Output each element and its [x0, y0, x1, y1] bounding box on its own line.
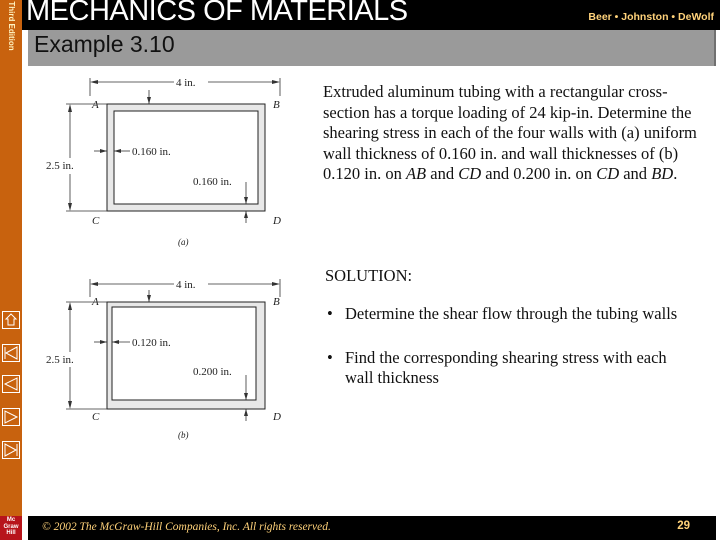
corner-label-b: B — [273, 99, 280, 111]
arrowhead — [100, 340, 107, 344]
thickness-2-label: 0.200 in. — [193, 366, 232, 378]
corner-label-d: D — [273, 411, 281, 423]
arrowhead — [90, 282, 98, 286]
tube-inner-wall — [112, 307, 256, 400]
figure-b-caption: (b) — [178, 430, 189, 440]
footer-bar — [28, 516, 716, 540]
corner-label-a: A — [92, 296, 99, 308]
figure-a — [30, 78, 320, 250]
list-item — [325, 304, 685, 325]
arrowhead — [244, 211, 248, 218]
wall-cd-label: CD — [458, 164, 482, 183]
arrowhead — [244, 409, 248, 416]
logo-line-1: Mc — [6, 517, 16, 523]
bullet-text: Determine the shear flow through the tubing walls — [345, 304, 678, 323]
problem-statement — [323, 82, 713, 185]
previous-page-icon[interactable] — [2, 375, 20, 393]
problem-text-2: and 0.200 in. on — [481, 164, 597, 183]
arrowhead — [68, 302, 72, 310]
arrowhead — [147, 295, 151, 302]
arrowhead — [147, 97, 151, 104]
arrowhead — [68, 104, 72, 112]
subtitle-bar — [28, 30, 716, 66]
thickness-2-label: 0.160 in. — [193, 176, 232, 188]
figure-b — [30, 275, 320, 447]
bullet-text: Find the corresponding shearing stress with each wall thickness — [345, 347, 667, 387]
solution-heading: SOLUTION: — [325, 266, 413, 285]
width-dim-label: 4 in. — [176, 279, 196, 291]
list-item — [325, 348, 685, 389]
problem-end: . — [673, 164, 678, 183]
home-icon[interactable] — [2, 311, 20, 329]
arrowhead — [68, 401, 72, 409]
wall-bd-label: BD — [651, 164, 674, 183]
edition-label-container — [0, 0, 22, 60]
height-dim-label: 2.5 in. — [46, 354, 74, 366]
authors: Beer • Johnston • DeWolf — [588, 11, 714, 23]
solution-bullets — [325, 304, 685, 412]
figure-a-caption: (a) — [178, 237, 189, 247]
logo-line-3: Hill — [6, 530, 16, 536]
arrowhead — [272, 80, 280, 84]
page-number: 29 — [677, 520, 690, 532]
mcgraw-hill-logo — [0, 516, 22, 540]
wall-cd-label: CD — [596, 164, 620, 183]
header-bar — [22, 0, 720, 30]
left-sidebar — [0, 0, 22, 540]
problem-and-2: and — [619, 164, 652, 183]
wall-ab-label: AB — [405, 164, 427, 183]
bullet-icon: • — [327, 347, 333, 367]
copyright-notice: © 2002 The McGraw-Hill Companies, Inc. All rights reserved. — [42, 521, 331, 533]
corner-label-d: D — [273, 215, 281, 227]
thickness-1-label: 0.120 in. — [132, 337, 171, 349]
width-dim-label: 4 in. — [176, 78, 196, 89]
next-page-icon[interactable] — [2, 408, 20, 426]
slide-subtitle: Example 3.10 — [34, 31, 175, 57]
page-title: MECHANICS OF MATERIALS — [26, 0, 408, 27]
corner-label-c: C — [92, 411, 100, 423]
arrowhead — [272, 282, 280, 286]
problem-text-1: Extruded aluminum tubing with a rectangular cross-section has a torque loading of 24 kip-in. Determine the shearing stress in each of the four walls with (a) uniform wall thickness of 0.160 in. and wall thicknesses of (b) 0.120 in. on — [323, 82, 697, 183]
corner-label-a: A — [92, 99, 99, 111]
arrowhead — [100, 149, 107, 153]
last-page-icon[interactable] — [2, 441, 20, 459]
problem-and-1: and — [426, 164, 459, 183]
edition-label: Third Edition — [7, 1, 16, 51]
arrowhead — [68, 203, 72, 211]
corner-label-b: B — [273, 296, 280, 308]
bullet-icon: • — [327, 304, 333, 323]
corner-label-c: C — [92, 215, 100, 227]
arrowhead — [90, 80, 98, 84]
height-dim-label: 2.5 in. — [46, 160, 74, 172]
first-page-icon[interactable] — [2, 344, 20, 362]
logo-line-2: Graw — [3, 523, 19, 530]
thickness-1-label: 0.160 in. — [132, 146, 171, 158]
